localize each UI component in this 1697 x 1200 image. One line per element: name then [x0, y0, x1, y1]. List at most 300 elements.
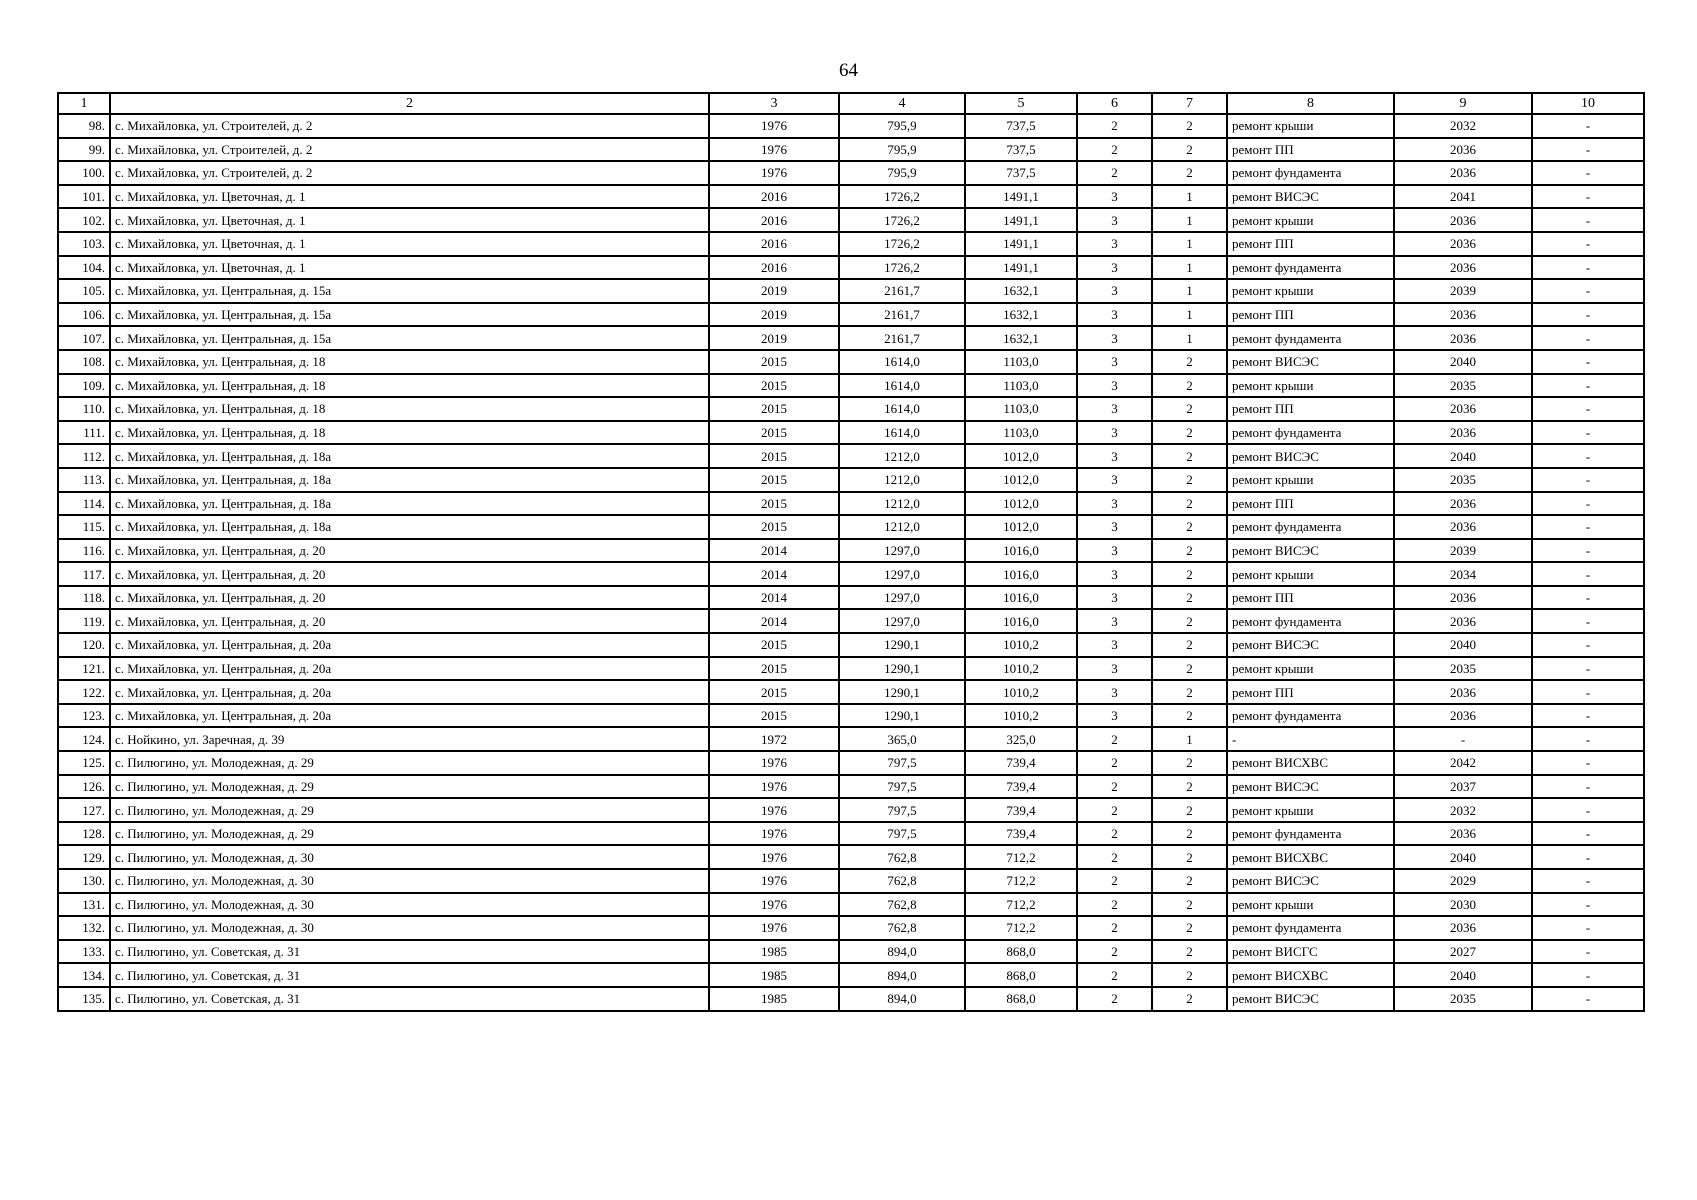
row-number-cell: 132. [58, 916, 110, 940]
address-cell: с. Пилюгино, ул. Советская, д. 31 [110, 963, 709, 987]
total-area-cell: 1212,0 [839, 444, 965, 468]
planned-year-cell: 2030 [1394, 893, 1532, 917]
table-row [58, 727, 1644, 751]
planned-year-cell: 2034 [1394, 562, 1532, 586]
floors-cell: 2 [1077, 845, 1152, 869]
floors-cell: 3 [1077, 609, 1152, 633]
planned-year-cell: 2036 [1394, 397, 1532, 421]
row-number-cell: 103. [58, 232, 110, 256]
row-number-cell: 122. [58, 680, 110, 704]
table-row [58, 987, 1644, 1011]
planned-year-cell: 2036 [1394, 680, 1532, 704]
note-cell: - [1532, 256, 1644, 280]
table-row [58, 114, 1644, 138]
note-cell: - [1532, 845, 1644, 869]
address-cell: с. Михайловка, ул. Центральная, д. 20а [110, 680, 709, 704]
entrances-cell: 2 [1152, 845, 1227, 869]
row-number-cell: 106. [58, 303, 110, 327]
total-area-cell: 365,0 [839, 727, 965, 751]
address-cell: с. Михайловка, ул. Центральная, д. 18а [110, 444, 709, 468]
entrances-cell: 2 [1152, 138, 1227, 162]
column-number-1: 1 [58, 93, 110, 114]
entrances-cell: 1 [1152, 256, 1227, 280]
total-area-cell: 1614,0 [839, 421, 965, 445]
row-number-cell: 128. [58, 822, 110, 846]
total-area-cell: 1212,0 [839, 492, 965, 516]
year-built-cell: 2019 [709, 303, 839, 327]
total-area-cell: 1297,0 [839, 539, 965, 563]
floors-cell: 2 [1077, 963, 1152, 987]
floors-cell: 2 [1077, 775, 1152, 799]
entrances-cell: 1 [1152, 326, 1227, 350]
row-number-cell: 135. [58, 987, 110, 1011]
total-area-cell: 1290,1 [839, 704, 965, 728]
year-built-cell: 2015 [709, 633, 839, 657]
column-number-9: 9 [1394, 93, 1532, 114]
note-cell: - [1532, 208, 1644, 232]
floors-cell: 3 [1077, 421, 1152, 445]
work-type-cell: ремонт ВИСЭС [1227, 633, 1394, 657]
total-area-cell: 2161,7 [839, 326, 965, 350]
work-type-cell: ремонт фундамента [1227, 515, 1394, 539]
entrances-cell: 1 [1152, 208, 1227, 232]
living-area-cell: 739,4 [965, 775, 1077, 799]
address-cell: с. Нойкино, ул. Заречная, д. 39 [110, 727, 709, 751]
work-type-cell: ремонт ВИСЭС [1227, 539, 1394, 563]
living-area-cell: 1010,2 [965, 633, 1077, 657]
planned-year-cell: 2036 [1394, 609, 1532, 633]
row-number-cell: 127. [58, 798, 110, 822]
floors-cell: 3 [1077, 208, 1152, 232]
total-area-cell: 1726,2 [839, 185, 965, 209]
total-area-cell: 795,9 [839, 138, 965, 162]
floors-cell: 3 [1077, 586, 1152, 610]
row-number-cell: 109. [58, 374, 110, 398]
work-type-cell: ремонт фундамента [1227, 822, 1394, 846]
note-cell: - [1532, 987, 1644, 1011]
total-area-cell: 797,5 [839, 798, 965, 822]
address-cell: с. Михайловка, ул. Центральная, д. 18 [110, 397, 709, 421]
note-cell: - [1532, 492, 1644, 516]
note-cell: - [1532, 869, 1644, 893]
year-built-cell: 1976 [709, 869, 839, 893]
table-row [58, 609, 1644, 633]
note-cell: - [1532, 727, 1644, 751]
table-row [58, 397, 1644, 421]
living-area-cell: 1012,0 [965, 468, 1077, 492]
table-row [58, 421, 1644, 445]
living-area-cell: 1491,1 [965, 185, 1077, 209]
note-cell: - [1532, 775, 1644, 799]
year-built-cell: 1976 [709, 822, 839, 846]
row-number-cell: 126. [58, 775, 110, 799]
year-built-cell: 1976 [709, 138, 839, 162]
row-number-cell: 101. [58, 185, 110, 209]
row-number-cell: 121. [58, 657, 110, 681]
work-type-cell: ремонт крыши [1227, 468, 1394, 492]
year-built-cell: 2014 [709, 609, 839, 633]
year-built-cell: 2014 [709, 562, 839, 586]
planned-year-cell: 2035 [1394, 657, 1532, 681]
living-area-cell: 1491,1 [965, 256, 1077, 280]
year-built-cell: 1976 [709, 893, 839, 917]
table-row [58, 374, 1644, 398]
table-row [58, 161, 1644, 185]
address-cell: с. Михайловка, ул. Цветочная, д. 1 [110, 232, 709, 256]
year-built-cell: 2015 [709, 397, 839, 421]
table-row [58, 539, 1644, 563]
address-cell: с. Пилюгино, ул. Молодежная, д. 29 [110, 775, 709, 799]
note-cell: - [1532, 279, 1644, 303]
planned-year-cell: 2036 [1394, 822, 1532, 846]
planned-year-cell: 2037 [1394, 775, 1532, 799]
address-cell: с. Михайловка, ул. Цветочная, д. 1 [110, 256, 709, 280]
planned-year-cell: 2036 [1394, 161, 1532, 185]
address-cell: с. Михайловка, ул. Центральная, д. 18а [110, 515, 709, 539]
table-row [58, 208, 1644, 232]
floors-cell: 2 [1077, 869, 1152, 893]
floors-cell: 3 [1077, 256, 1152, 280]
entrances-cell: 2 [1152, 963, 1227, 987]
table-row [58, 963, 1644, 987]
entrances-cell: 2 [1152, 374, 1227, 398]
total-area-cell: 762,8 [839, 845, 965, 869]
note-cell: - [1532, 374, 1644, 398]
planned-year-cell: 2036 [1394, 492, 1532, 516]
work-type-cell: - [1227, 727, 1394, 751]
planned-year-cell: 2035 [1394, 468, 1532, 492]
address-cell: с. Михайловка, ул. Центральная, д. 20а [110, 633, 709, 657]
entrances-cell: 2 [1152, 940, 1227, 964]
year-built-cell: 2015 [709, 350, 839, 374]
table-row [58, 869, 1644, 893]
planned-year-cell: 2040 [1394, 963, 1532, 987]
living-area-cell: 1012,0 [965, 444, 1077, 468]
table-row [58, 586, 1644, 610]
year-built-cell: 2016 [709, 256, 839, 280]
year-built-cell: 2015 [709, 515, 839, 539]
entrances-cell: 1 [1152, 727, 1227, 751]
address-cell: с. Михайловка, ул. Центральная, д. 15а [110, 303, 709, 327]
floors-cell: 2 [1077, 987, 1152, 1011]
row-number-cell: 99. [58, 138, 110, 162]
floors-cell: 3 [1077, 633, 1152, 657]
living-area-cell: 1016,0 [965, 562, 1077, 586]
floors-cell: 3 [1077, 397, 1152, 421]
address-cell: с. Михайловка, ул. Строителей, д. 2 [110, 114, 709, 138]
table-row [58, 303, 1644, 327]
note-cell: - [1532, 586, 1644, 610]
planned-year-cell: 2029 [1394, 869, 1532, 893]
column-number-4: 4 [839, 93, 965, 114]
table-row [58, 704, 1644, 728]
entrances-cell: 2 [1152, 822, 1227, 846]
address-cell: с. Михайловка, ул. Цветочная, д. 1 [110, 208, 709, 232]
planned-year-cell: 2040 [1394, 633, 1532, 657]
total-area-cell: 1212,0 [839, 515, 965, 539]
note-cell: - [1532, 303, 1644, 327]
work-type-cell: ремонт фундамента [1227, 421, 1394, 445]
work-type-cell: ремонт крыши [1227, 798, 1394, 822]
column-number-2: 2 [110, 93, 709, 114]
note-cell: - [1532, 798, 1644, 822]
address-cell: с. Пилюгино, ул. Молодежная, д. 30 [110, 893, 709, 917]
total-area-cell: 1614,0 [839, 397, 965, 421]
row-number-cell: 108. [58, 350, 110, 374]
address-cell: с. Михайловка, ул. Центральная, д. 18 [110, 350, 709, 374]
living-area-cell: 737,5 [965, 138, 1077, 162]
total-area-cell: 2161,7 [839, 303, 965, 327]
entrances-cell: 2 [1152, 680, 1227, 704]
address-cell: с. Пилюгино, ул. Молодежная, д. 29 [110, 798, 709, 822]
address-cell: с. Михайловка, ул. Центральная, д. 20 [110, 539, 709, 563]
living-area-cell: 1012,0 [965, 515, 1077, 539]
work-type-cell: ремонт ПП [1227, 138, 1394, 162]
living-area-cell: 1012,0 [965, 492, 1077, 516]
living-area-cell: 1010,2 [965, 704, 1077, 728]
entrances-cell: 2 [1152, 657, 1227, 681]
table-row [58, 845, 1644, 869]
floors-cell: 3 [1077, 232, 1152, 256]
work-type-cell: ремонт ПП [1227, 397, 1394, 421]
total-area-cell: 1297,0 [839, 586, 965, 610]
year-built-cell: 1976 [709, 775, 839, 799]
note-cell: - [1532, 916, 1644, 940]
floors-cell: 3 [1077, 303, 1152, 327]
address-cell: с. Пилюгино, ул. Молодежная, д. 29 [110, 751, 709, 775]
floors-cell: 2 [1077, 727, 1152, 751]
note-cell: - [1532, 515, 1644, 539]
work-type-cell: ремонт фундамента [1227, 916, 1394, 940]
planned-year-cell: 2039 [1394, 279, 1532, 303]
entrances-cell: 2 [1152, 633, 1227, 657]
row-number-cell: 112. [58, 444, 110, 468]
note-cell: - [1532, 421, 1644, 445]
planned-year-cell: 2036 [1394, 704, 1532, 728]
living-area-cell: 712,2 [965, 893, 1077, 917]
floors-cell: 3 [1077, 185, 1152, 209]
address-cell: с. Михайловка, ул. Строителей, д. 2 [110, 161, 709, 185]
row-number-cell: 130. [58, 869, 110, 893]
living-area-cell: 737,5 [965, 161, 1077, 185]
floors-cell: 2 [1077, 798, 1152, 822]
row-number-cell: 125. [58, 751, 110, 775]
column-number-10: 10 [1532, 93, 1644, 114]
address-cell: с. Михайловка, ул. Центральная, д. 18 [110, 421, 709, 445]
living-area-cell: 1103,0 [965, 350, 1077, 374]
note-cell: - [1532, 657, 1644, 681]
year-built-cell: 2016 [709, 208, 839, 232]
note-cell: - [1532, 539, 1644, 563]
total-area-cell: 797,5 [839, 775, 965, 799]
living-area-cell: 1016,0 [965, 609, 1077, 633]
year-built-cell: 2015 [709, 444, 839, 468]
total-area-cell: 1726,2 [839, 256, 965, 280]
living-area-cell: 739,4 [965, 751, 1077, 775]
entrances-cell: 2 [1152, 161, 1227, 185]
total-area-cell: 1726,2 [839, 232, 965, 256]
column-number-7: 7 [1152, 93, 1227, 114]
note-cell: - [1532, 138, 1644, 162]
year-built-cell: 2015 [709, 492, 839, 516]
row-number-cell: 100. [58, 161, 110, 185]
living-area-cell: 868,0 [965, 963, 1077, 987]
planned-year-cell: - [1394, 727, 1532, 751]
planned-year-cell: 2036 [1394, 421, 1532, 445]
row-number-cell: 113. [58, 468, 110, 492]
row-number-cell: 111. [58, 421, 110, 445]
floors-cell: 3 [1077, 515, 1152, 539]
work-type-cell: ремонт ВИСГС [1227, 940, 1394, 964]
living-area-cell: 1632,1 [965, 279, 1077, 303]
total-area-cell: 1290,1 [839, 633, 965, 657]
row-number-cell: 104. [58, 256, 110, 280]
total-area-cell: 1290,1 [839, 680, 965, 704]
row-number-cell: 110. [58, 397, 110, 421]
living-area-cell: 712,2 [965, 869, 1077, 893]
column-number-3: 3 [709, 93, 839, 114]
planned-year-cell: 2035 [1394, 374, 1532, 398]
year-built-cell: 2014 [709, 539, 839, 563]
planned-year-cell: 2040 [1394, 444, 1532, 468]
year-built-cell: 2014 [709, 586, 839, 610]
work-type-cell: ремонт крыши [1227, 208, 1394, 232]
year-built-cell: 2015 [709, 704, 839, 728]
note-cell: - [1532, 633, 1644, 657]
year-built-cell: 1976 [709, 751, 839, 775]
address-cell: с. Пилюгино, ул. Советская, д. 31 [110, 940, 709, 964]
entrances-cell: 1 [1152, 232, 1227, 256]
planned-year-cell: 2036 [1394, 515, 1532, 539]
entrances-cell: 2 [1152, 586, 1227, 610]
work-type-cell: ремонт фундамента [1227, 256, 1394, 280]
living-area-cell: 1010,2 [965, 680, 1077, 704]
planned-year-cell: 2040 [1394, 350, 1532, 374]
planned-year-cell: 2036 [1394, 232, 1532, 256]
note-cell: - [1532, 704, 1644, 728]
entrances-cell: 2 [1152, 869, 1227, 893]
year-built-cell: 2015 [709, 421, 839, 445]
address-cell: с. Михайловка, ул. Центральная, д. 18 [110, 374, 709, 398]
total-area-cell: 1297,0 [839, 609, 965, 633]
row-number-cell: 123. [58, 704, 110, 728]
living-area-cell: 1632,1 [965, 303, 1077, 327]
entrances-cell: 2 [1152, 397, 1227, 421]
table-row [58, 350, 1644, 374]
note-cell: - [1532, 609, 1644, 633]
entrances-cell: 2 [1152, 515, 1227, 539]
note-cell: - [1532, 940, 1644, 964]
floors-cell: 2 [1077, 916, 1152, 940]
note-cell: - [1532, 680, 1644, 704]
table-row [58, 751, 1644, 775]
row-number-cell: 131. [58, 893, 110, 917]
address-cell: с. Михайловка, ул. Цветочная, д. 1 [110, 185, 709, 209]
row-number-cell: 117. [58, 562, 110, 586]
living-area-cell: 325,0 [965, 727, 1077, 751]
work-type-cell: ремонт ВИСХВС [1227, 963, 1394, 987]
work-type-cell: ремонт крыши [1227, 279, 1394, 303]
note-cell: - [1532, 444, 1644, 468]
work-type-cell: ремонт ВИСЭС [1227, 185, 1394, 209]
entrances-cell: 2 [1152, 468, 1227, 492]
work-type-cell: ремонт фундамента [1227, 326, 1394, 350]
year-built-cell: 1976 [709, 161, 839, 185]
planned-year-cell: 2036 [1394, 138, 1532, 162]
work-type-cell: ремонт ВИСЭС [1227, 869, 1394, 893]
work-type-cell: ремонт фундамента [1227, 609, 1394, 633]
living-area-cell: 1010,2 [965, 657, 1077, 681]
planned-year-cell: 2040 [1394, 845, 1532, 869]
work-type-cell: ремонт ПП [1227, 586, 1394, 610]
entrances-cell: 2 [1152, 987, 1227, 1011]
living-area-cell: 737,5 [965, 114, 1077, 138]
work-type-cell: ремонт ВИСЭС [1227, 775, 1394, 799]
living-area-cell: 1103,0 [965, 397, 1077, 421]
living-area-cell: 1491,1 [965, 232, 1077, 256]
floors-cell: 3 [1077, 657, 1152, 681]
table-row [58, 326, 1644, 350]
column-number-6: 6 [1077, 93, 1152, 114]
year-built-cell: 1985 [709, 940, 839, 964]
row-number-cell: 116. [58, 539, 110, 563]
floors-cell: 3 [1077, 374, 1152, 398]
living-area-cell: 739,4 [965, 822, 1077, 846]
table-row [58, 232, 1644, 256]
column-number-8: 8 [1227, 93, 1394, 114]
floors-cell: 2 [1077, 161, 1152, 185]
planned-year-cell: 2039 [1394, 539, 1532, 563]
total-area-cell: 894,0 [839, 987, 965, 1011]
year-built-cell: 2015 [709, 468, 839, 492]
entrances-cell: 2 [1152, 562, 1227, 586]
total-area-cell: 1726,2 [839, 208, 965, 232]
floors-cell: 2 [1077, 893, 1152, 917]
year-built-cell: 2015 [709, 657, 839, 681]
living-area-cell: 1632,1 [965, 326, 1077, 350]
column-number-row [58, 93, 1644, 114]
work-type-cell: ремонт ПП [1227, 232, 1394, 256]
floors-cell: 2 [1077, 822, 1152, 846]
work-type-cell: ремонт крыши [1227, 657, 1394, 681]
address-cell: с. Михайловка, ул. Центральная, д. 20а [110, 657, 709, 681]
repair-schedule-table [57, 92, 1645, 1012]
year-built-cell: 2016 [709, 185, 839, 209]
table-row [58, 798, 1644, 822]
note-cell: - [1532, 893, 1644, 917]
row-number-cell: 129. [58, 845, 110, 869]
year-built-cell: 2019 [709, 326, 839, 350]
row-number-cell: 134. [58, 963, 110, 987]
table-row [58, 185, 1644, 209]
floors-cell: 2 [1077, 940, 1152, 964]
note-cell: - [1532, 562, 1644, 586]
row-number-cell: 119. [58, 609, 110, 633]
work-type-cell: ремонт ВИСХВС [1227, 845, 1394, 869]
column-number-5: 5 [965, 93, 1077, 114]
total-area-cell: 2161,7 [839, 279, 965, 303]
table-row [58, 822, 1644, 846]
address-cell: с. Пилюгино, ул. Молодежная, д. 29 [110, 822, 709, 846]
table-row [58, 775, 1644, 799]
planned-year-cell: 2032 [1394, 114, 1532, 138]
address-cell: с. Михайловка, ул. Центральная, д. 20а [110, 704, 709, 728]
year-built-cell: 2015 [709, 374, 839, 398]
entrances-cell: 2 [1152, 798, 1227, 822]
row-number-cell: 107. [58, 326, 110, 350]
floors-cell: 3 [1077, 704, 1152, 728]
note-cell: - [1532, 161, 1644, 185]
